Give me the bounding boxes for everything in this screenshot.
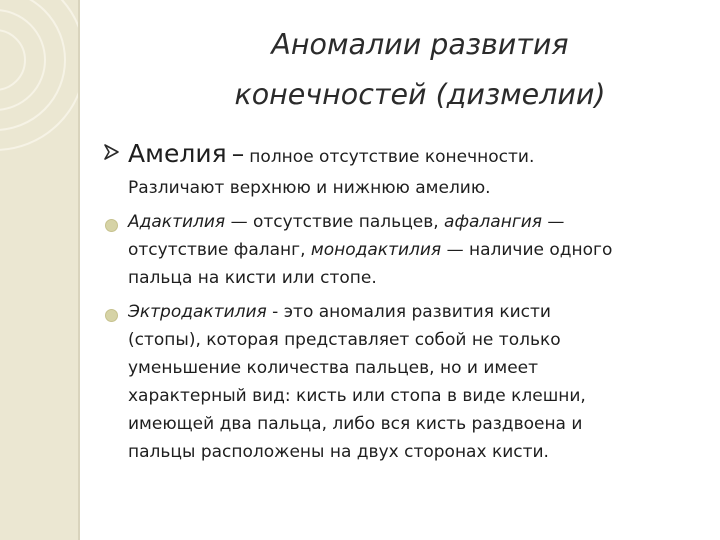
ektrodaktilia-line-4: характерный вид: кисть или стопа в виде клешни, bbox=[128, 386, 586, 406]
afalangia-term: афалангия bbox=[444, 212, 543, 232]
adaktilia-line-2-text: отсутствие фаланг, bbox=[128, 240, 311, 260]
ektrodaktilia-term: Эктродактилия bbox=[128, 302, 267, 322]
adaktilia-line-3: пальца на кисти или стопе. bbox=[128, 268, 377, 288]
amelia-line-2: Различают верхнюю и нижнюю амелию. bbox=[128, 178, 491, 198]
title-line-1: Аномалии развития bbox=[271, 28, 569, 61]
slide-content bbox=[102, 137, 702, 466]
monodaktilia-term: монодактилия bbox=[310, 240, 442, 260]
ektrodaktilia-line-5: имеющей два пальца, либо вся кисть раздвоена и bbox=[128, 414, 583, 434]
page-title bbox=[150, 20, 690, 120]
adaktilia-line-2-rest: — наличие одного bbox=[441, 240, 613, 260]
dot-bullet-icon bbox=[105, 219, 118, 232]
title-line-2: конечностей (дизмелии) bbox=[234, 78, 606, 111]
ektrodaktilia-line-2: (стопы), которая представляет собой не только bbox=[128, 330, 561, 350]
arrow-bullet-icon bbox=[102, 142, 122, 162]
amelia-term: Амелия bbox=[128, 139, 227, 168]
adaktilia-term: Адактилия bbox=[128, 212, 226, 232]
adaktilia-text-2: — bbox=[542, 212, 565, 232]
list-item-ektrodaktilia bbox=[102, 298, 702, 466]
dot-bullet-icon bbox=[105, 309, 118, 322]
list-item-amelia bbox=[102, 137, 702, 202]
amelia-dash: – bbox=[231, 139, 245, 168]
decorative-sidebar bbox=[0, 0, 80, 540]
decorative-circles bbox=[0, 0, 78, 540]
list-item-adaktilia bbox=[102, 208, 702, 292]
amelia-definition: полное отсутствие конечности. bbox=[249, 147, 535, 167]
ektrodaktilia-line-3: уменьшение количества пальцев, но и имеет bbox=[128, 358, 539, 378]
ektrodaktilia-line-1-rest: - это аномалия развития кисти bbox=[266, 302, 551, 322]
adaktilia-text-1: — отсутствие пальцев, bbox=[225, 212, 445, 232]
ektrodaktilia-line-6: пальцы расположены на двух сторонах кисти. bbox=[128, 442, 549, 462]
